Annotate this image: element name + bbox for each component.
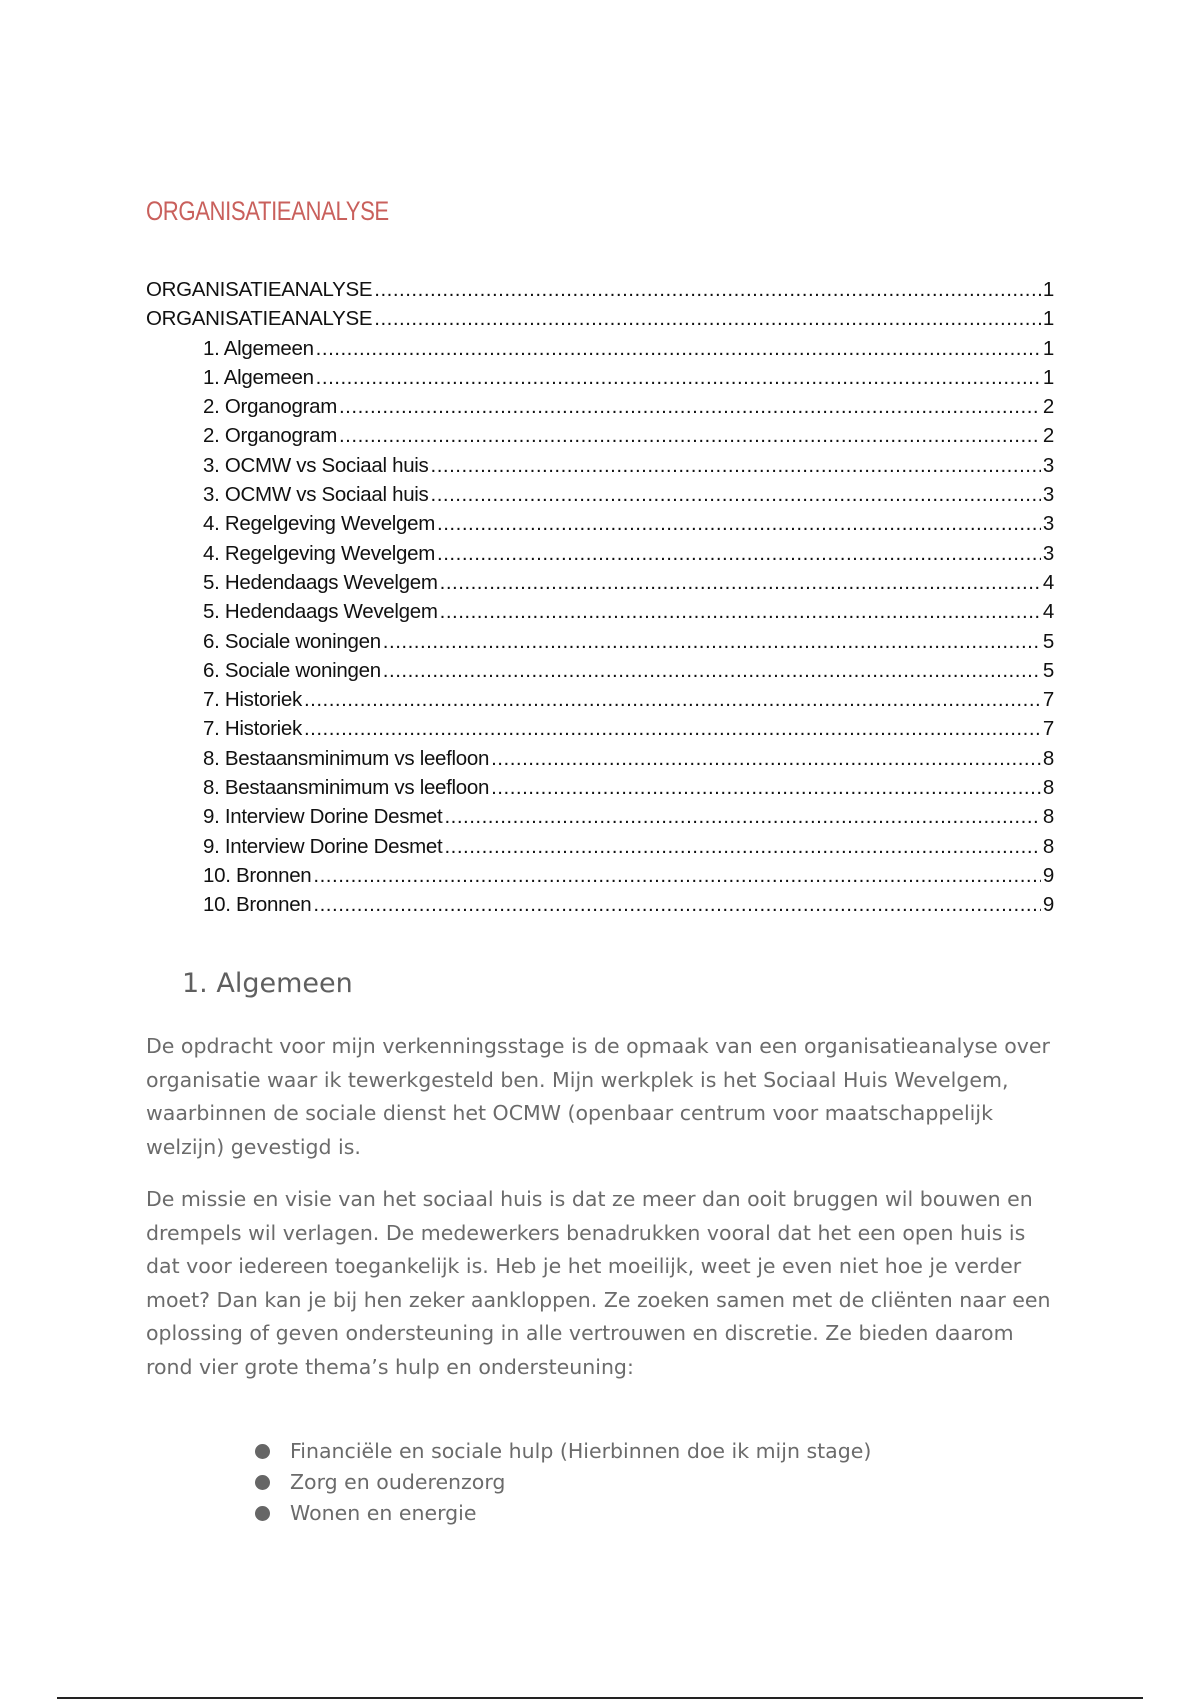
toc-entry[interactable]	[146, 304, 1054, 333]
bullet-icon	[255, 1506, 270, 1521]
toc-leader-dots	[316, 334, 1041, 363]
toc-entry-label: 7. Historiek	[203, 717, 302, 741]
toc-entry[interactable]	[146, 480, 1054, 509]
toc-leader-dots	[383, 627, 1041, 656]
toc-leader-dots	[444, 832, 1040, 861]
toc-entry[interactable]	[146, 627, 1054, 656]
toc-entry-label: 10. Bronnen	[203, 893, 312, 917]
toc-entry-label: 2. Organogram	[203, 424, 337, 448]
toc-entry[interactable]	[146, 363, 1054, 392]
toc-page-number: 4	[1042, 570, 1054, 594]
toc-page-number: 5	[1042, 629, 1054, 653]
toc-page-number: 8	[1042, 776, 1054, 800]
list-item	[255, 1436, 871, 1467]
document-title: ORGANISATIEANALYSE	[146, 196, 389, 226]
toc-entry-label: 8. Bestaansminimum vs leefloon	[203, 746, 490, 770]
toc-entry-label: 9. Interview Dorine Desmet	[203, 805, 443, 829]
toc-entry[interactable]	[146, 334, 1054, 363]
toc-entry[interactable]	[146, 832, 1054, 861]
toc-entry[interactable]	[146, 451, 1054, 480]
toc-page-number: 1	[1042, 278, 1054, 301]
bullet-icon	[255, 1475, 270, 1490]
toc-leader-dots	[437, 509, 1041, 538]
table-of-contents	[146, 275, 1054, 920]
toc-entry-label: 3. OCMW vs Sociaal huis	[203, 453, 429, 477]
toc-leader-dots	[339, 392, 1041, 421]
toc-leader-dots	[313, 890, 1040, 919]
toc-leader-dots	[440, 597, 1041, 626]
toc-entry[interactable]	[146, 275, 1054, 304]
list-item	[255, 1467, 871, 1498]
list-item	[255, 1498, 871, 1529]
toc-entry-label: 5. Hedendaags Wevelgem	[203, 570, 438, 594]
toc-entry[interactable]	[146, 539, 1054, 568]
bullet-icon	[255, 1444, 270, 1459]
toc-entry-label: 10. Bronnen	[203, 863, 312, 887]
toc-page-number: 8	[1042, 805, 1054, 829]
toc-page-number: 1	[1042, 336, 1054, 360]
list-item-text: Financiële en sociale hulp (Hierbinnen doe ik mijn stage)	[290, 1439, 872, 1463]
toc-entry-label: 1. Algemeen	[203, 336, 314, 360]
toc-entry[interactable]	[146, 568, 1054, 597]
toc-page-number: 4	[1042, 600, 1054, 624]
toc-page-number: 7	[1042, 688, 1054, 712]
toc-leader-dots	[313, 861, 1040, 890]
toc-entry-label: 3. OCMW vs Sociaal huis	[203, 483, 429, 507]
toc-entry[interactable]	[146, 656, 1054, 685]
toc-page-number: 2	[1042, 424, 1054, 448]
toc-page-number: 5	[1042, 658, 1054, 682]
toc-entry-label: 8. Bestaansminimum vs leefloon	[203, 776, 490, 800]
toc-entry-label: ORGANISATIEANALYSE	[146, 278, 373, 301]
toc-entry-label: 4. Regelgeving Wevelgem	[203, 541, 436, 565]
toc-page-number: 7	[1042, 717, 1054, 741]
toc-page-number: 8	[1042, 834, 1054, 858]
toc-entry[interactable]	[146, 597, 1054, 626]
toc-leader-dots	[304, 685, 1041, 714]
toc-page-number: 3	[1042, 512, 1054, 536]
toc-leader-dots	[316, 363, 1041, 392]
toc-entry[interactable]	[146, 861, 1054, 890]
toc-leader-dots	[431, 451, 1041, 480]
toc-leader-dots	[444, 802, 1040, 831]
toc-page-number: 1	[1042, 365, 1054, 389]
toc-leader-dots	[383, 656, 1041, 685]
toc-entry-label: 2. Organogram	[203, 395, 337, 419]
toc-leader-dots	[374, 304, 1041, 333]
toc-leader-dots	[374, 275, 1041, 304]
theme-bullet-list	[255, 1436, 871, 1529]
toc-leader-dots	[440, 568, 1041, 597]
toc-entry[interactable]	[146, 802, 1054, 831]
toc-leader-dots	[491, 744, 1041, 773]
toc-leader-dots	[437, 539, 1041, 568]
toc-leader-dots	[339, 421, 1041, 450]
paragraph-mission: De missie en visie van het sociaal huis is dat ze meer dan ooit bruggen wil bouwen en drempels wil verlagen. De medewerkers benadrukken vooral dat het een open huis is dat voor iedereen toegankelijk is. Heb je het moeilijk, weet je even niet hoe je verder moet? Dan kan je bij hen zeker aankloppen. Ze zoeken samen met de cliënten naar een oplossing of geven ondersteuning in alle vertrouwen en discretie. Ze bieden daarom rond vier grote thema’s hulp en ondersteuning:	[146, 1187, 1051, 1379]
toc-entry-label: 1. Algemeen	[203, 365, 314, 389]
toc-page-number: 2	[1042, 395, 1054, 419]
toc-entry[interactable]	[146, 773, 1054, 802]
toc-page-number: 3	[1042, 483, 1054, 507]
toc-entry[interactable]	[146, 392, 1054, 421]
toc-entry-label: 7. Historiek	[203, 688, 302, 712]
section-heading: 1. Algemeen	[182, 968, 353, 999]
toc-entry[interactable]	[146, 714, 1054, 743]
toc-leader-dots	[431, 480, 1041, 509]
toc-page-number: 9	[1042, 863, 1054, 887]
toc-entry-label: 6. Sociale woningen	[203, 658, 381, 682]
toc-entry[interactable]	[146, 509, 1054, 538]
toc-entry[interactable]	[146, 685, 1054, 714]
footer-divider	[57, 1697, 1143, 1699]
toc-leader-dots	[304, 714, 1041, 743]
toc-entry[interactable]	[146, 421, 1054, 450]
toc-entry-label: 6. Sociale woningen	[203, 629, 381, 653]
list-item-text: Zorg en ouderenzorg	[290, 1470, 506, 1494]
toc-entry-label: ORGANISATIEANALYSE	[146, 307, 373, 331]
toc-leader-dots	[491, 773, 1041, 802]
toc-page-number: 3	[1042, 541, 1054, 565]
toc-entry-label: 4. Regelgeving Wevelgem	[203, 512, 436, 536]
toc-entry[interactable]	[146, 890, 1054, 919]
paragraph-intro: De opdracht voor mijn verkenningsstage is de opmaak van een organisatieanalyse over organisatie waar ik tewerkgesteld ben. Mijn werkplek is het Sociaal Huis Wevelgem, waarbinnen de sociale dienst het OCMW (openbaar centrum voor maatschappelijk welzijn) gevestigd is.	[146, 1034, 1050, 1159]
toc-entry-label: 9. Interview Dorine Desmet	[203, 834, 443, 858]
list-item-text: Wonen en energie	[290, 1501, 477, 1525]
toc-entry[interactable]	[146, 744, 1054, 773]
toc-entry-label: 5. Hedendaags Wevelgem	[203, 600, 438, 624]
toc-page-number: 3	[1042, 453, 1054, 477]
toc-page-number: 1	[1042, 307, 1054, 331]
toc-page-number: 9	[1042, 893, 1054, 917]
toc-page-number: 8	[1042, 746, 1054, 770]
